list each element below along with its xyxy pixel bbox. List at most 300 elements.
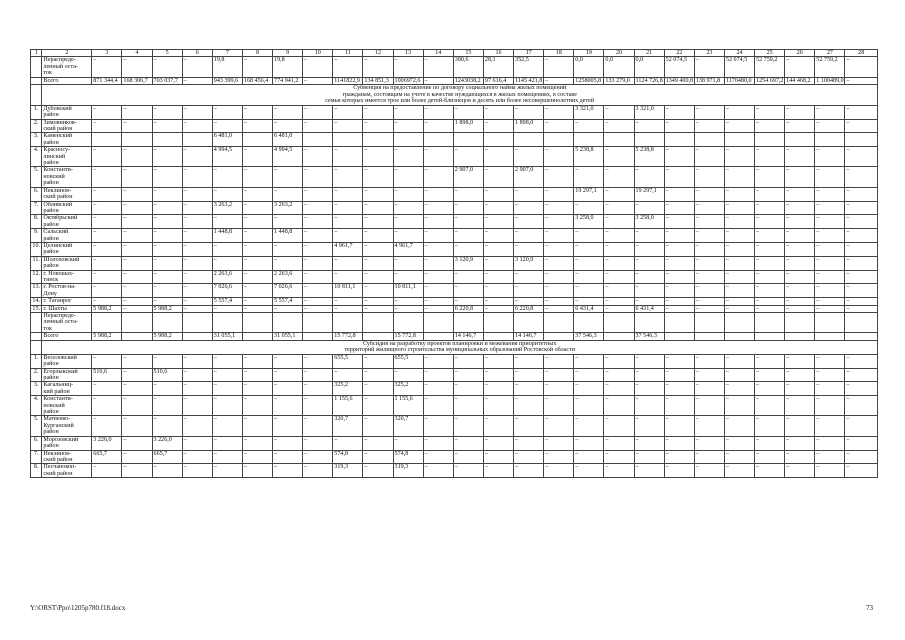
value-cell: –: [694, 215, 724, 229]
value-cell: 10 811,1: [333, 284, 363, 298]
value-cell: –: [363, 105, 393, 119]
value-cell: 14 146,7: [453, 333, 483, 340]
row-label: Веселовский район: [42, 354, 92, 368]
value-cell: [755, 313, 785, 333]
value-cell: –: [303, 119, 333, 133]
value-cell: 3 321,0: [574, 105, 604, 119]
value-cell: –: [815, 464, 845, 478]
value-cell: –: [182, 119, 212, 133]
value-cell: –: [212, 450, 242, 464]
value-cell: [242, 333, 272, 340]
value-cell: 871 344,4: [92, 77, 122, 84]
value-cell: –: [363, 215, 393, 229]
region-row: [31, 436, 878, 450]
value-cell: –: [303, 368, 333, 382]
value-cell: –: [333, 57, 363, 77]
value-cell: –: [574, 119, 604, 133]
value-cell: –: [273, 215, 303, 229]
value-cell: –: [483, 187, 513, 201]
row-index: 1.: [31, 354, 42, 368]
value-cell: –: [423, 256, 453, 270]
value-cell: –: [242, 201, 272, 215]
value-cell: –: [815, 298, 845, 305]
value-cell: –: [514, 436, 544, 450]
value-cell: 325,2: [333, 382, 363, 396]
blank-cell: [31, 85, 42, 106]
value-cell: 52 759,2: [815, 57, 845, 77]
value-cell: –: [604, 298, 634, 305]
value-cell: –: [393, 215, 423, 229]
value-cell: –: [574, 284, 604, 298]
row-label: г. Шахты: [42, 305, 92, 312]
row-label: Неклинов- ский район: [42, 450, 92, 464]
value-cell: –: [815, 396, 845, 416]
value-cell: –: [212, 105, 242, 119]
value-cell: –: [363, 464, 393, 478]
value-cell: [363, 133, 393, 147]
value-cell: –: [242, 416, 272, 436]
value-cell: –: [273, 187, 303, 201]
value-cell: –: [182, 284, 212, 298]
value-cell: –: [453, 201, 483, 215]
value-cell: –: [574, 229, 604, 243]
value-cell: –: [212, 436, 242, 450]
value-cell: –: [785, 450, 815, 464]
value-cell: –: [785, 298, 815, 305]
value-cell: [724, 333, 754, 340]
value-cell: –: [785, 119, 815, 133]
value-cell: –: [363, 119, 393, 133]
value-cell: –: [333, 436, 363, 450]
value-cell: –: [303, 382, 333, 396]
value-cell: –: [574, 256, 604, 270]
section-title-row: [31, 85, 878, 106]
value-cell: –: [604, 368, 634, 382]
value-cell: –: [483, 229, 513, 243]
value-cell: 319,3: [393, 464, 423, 478]
value-cell: –: [212, 167, 242, 187]
value-cell: –: [242, 396, 272, 416]
value-cell: –: [755, 436, 785, 450]
value-cell: –: [694, 354, 724, 368]
value-cell: –: [423, 147, 453, 167]
value-cell: –: [393, 368, 423, 382]
value-cell: [453, 133, 483, 147]
value-cell: 1141822,9: [333, 77, 363, 84]
row-index: 4.: [31, 147, 42, 167]
value-cell: –: [182, 57, 212, 77]
value-cell: –: [755, 229, 785, 243]
value-cell: –: [363, 229, 393, 243]
row-index: 12.: [31, 270, 42, 284]
value-cell: –: [453, 382, 483, 396]
row-index: 7.: [31, 450, 42, 464]
value-cell: –: [815, 187, 845, 201]
value-cell: [785, 313, 815, 333]
value-cell: 1124 726,8: [635, 77, 663, 84]
value-cell: [92, 133, 122, 147]
value-cell: [242, 313, 272, 333]
value-cell: [182, 333, 212, 340]
value-cell: –: [664, 284, 694, 298]
column-number: 10: [303, 50, 333, 57]
value-cell: [845, 133, 878, 147]
value-cell: –: [604, 119, 634, 133]
value-cell: –: [785, 229, 815, 243]
value-cell: –: [604, 256, 634, 270]
column-number: 20: [604, 50, 634, 57]
value-cell: –: [815, 416, 845, 436]
section-title: Субвенция на предоставление по договору социального найма жилых помещений гражданам, состоящим на учете в качестве нуждающихся в жилых помещениях, в составе семьи которых имеется трое или более детей-близнецов и десять или более несовершеннолетних детей: [42, 85, 878, 106]
value-cell: –: [122, 396, 152, 416]
value-cell: 3 263,2: [212, 201, 242, 215]
value-cell: 19 297,1: [574, 187, 604, 201]
value-cell: [333, 313, 363, 333]
row-index: [31, 313, 42, 333]
value-cell: –: [182, 147, 212, 167]
value-cell: –: [483, 416, 513, 436]
value-cell: –: [845, 298, 878, 305]
value-cell: –: [664, 147, 694, 167]
value-cell: –: [694, 284, 724, 298]
row-index: [31, 57, 42, 77]
value-cell: –: [785, 382, 815, 396]
value-cell: –: [152, 284, 182, 298]
value-cell: [483, 313, 513, 333]
value-cell: –: [393, 167, 423, 187]
value-cell: –: [694, 298, 724, 305]
value-cell: –: [453, 298, 483, 305]
value-cell: –: [845, 416, 878, 436]
value-cell: [393, 313, 423, 333]
value-cell: 133 279,0: [604, 77, 634, 84]
value-cell: –: [544, 450, 574, 464]
value-cell: –: [845, 256, 878, 270]
value-cell: –: [815, 201, 845, 215]
value-cell: –: [182, 242, 212, 256]
value-cell: –: [755, 187, 785, 201]
value-cell: –: [845, 436, 878, 450]
row-index: 15.: [32, 305, 41, 312]
value-cell: –: [303, 298, 333, 305]
value-cell: [303, 333, 333, 340]
value-cell: –: [242, 105, 272, 119]
value-cell: –: [303, 305, 333, 312]
value-cell: –: [423, 368, 453, 382]
value-cell: 168 456,4: [242, 77, 272, 84]
value-cell: –: [664, 215, 694, 229]
value-cell: –: [514, 201, 544, 215]
value-cell: –: [574, 368, 604, 382]
value-cell: –: [755, 201, 785, 215]
value-cell: –: [242, 256, 272, 270]
value-cell: 943 399,6: [212, 77, 242, 84]
value-cell: –: [453, 242, 483, 256]
value-cell: –: [724, 229, 754, 243]
value-cell: [755, 133, 785, 147]
column-number: 22: [664, 50, 694, 57]
value-cell: –: [152, 242, 182, 256]
value-cell: –: [604, 416, 634, 436]
value-cell: [544, 133, 574, 147]
value-cell: –: [785, 396, 815, 416]
value-cell: 1258005,8: [574, 77, 604, 84]
value-cell: –: [845, 305, 878, 312]
value-cell: [544, 333, 574, 340]
value-cell: –: [182, 77, 212, 84]
value-cell: –: [273, 305, 303, 312]
row-label: Кагальниц- кий район: [42, 382, 92, 396]
region-row: [31, 167, 878, 187]
row-index: 5.: [31, 167, 42, 187]
value-cell: –: [393, 229, 423, 243]
value-cell: 325,2: [393, 382, 423, 396]
region-row: [31, 270, 878, 284]
value-cell: –: [303, 105, 333, 119]
value-cell: 7 026,6: [273, 284, 303, 298]
value-cell: –: [634, 354, 664, 368]
value-cell: [574, 313, 604, 333]
value-cell: –: [92, 119, 122, 133]
column-number: 17: [514, 50, 544, 57]
value-cell: –: [724, 464, 754, 478]
value-cell: –: [664, 105, 694, 119]
row-label: Обливский район: [42, 201, 92, 215]
value-cell: –: [303, 215, 333, 229]
value-cell: –: [634, 416, 664, 436]
value-cell: –: [755, 450, 785, 464]
value-cell: –: [212, 464, 242, 478]
value-cell: [574, 133, 604, 147]
value-cell: –: [273, 256, 303, 270]
region-row: [31, 105, 878, 119]
value-cell: [815, 333, 845, 340]
value-cell: –: [333, 256, 363, 270]
value-cell: –: [393, 201, 423, 215]
value-cell: –: [755, 284, 785, 298]
value-cell: –: [122, 256, 152, 270]
column-number: 21: [634, 50, 664, 57]
value-cell: –: [694, 119, 724, 133]
value-cell: [815, 313, 845, 333]
value-cell: [273, 313, 303, 333]
value-cell: 5 238,8: [634, 147, 664, 167]
value-cell: –: [363, 284, 393, 298]
value-cell: 6 481,0: [273, 133, 303, 147]
value-cell: –: [483, 305, 513, 312]
value-cell: –: [333, 298, 363, 305]
value-cell: –: [664, 167, 694, 187]
value-cell: –: [815, 167, 845, 187]
value-cell: –: [724, 167, 754, 187]
value-cell: –: [423, 119, 453, 133]
value-cell: –: [363, 305, 393, 312]
value-cell: –: [845, 105, 878, 119]
value-cell: –: [273, 242, 303, 256]
value-cell: –: [242, 147, 272, 167]
value-cell: 7 026,6: [212, 284, 242, 298]
value-cell: –: [363, 57, 393, 77]
value-cell: –: [604, 105, 634, 119]
section-title-row: [31, 340, 878, 354]
value-cell: –: [152, 119, 182, 133]
value-cell: –: [303, 229, 333, 243]
row-index: 3.: [31, 382, 42, 396]
column-number: 27: [815, 50, 845, 57]
value-cell: –: [845, 167, 878, 187]
value-cell: –: [724, 368, 754, 382]
value-cell: 352,5: [514, 57, 544, 77]
value-cell: –: [574, 270, 604, 284]
value-cell: –: [152, 229, 182, 243]
value-cell: 5 557,4: [212, 298, 242, 305]
value-cell: 574,8: [393, 450, 423, 464]
value-cell: [634, 133, 664, 147]
value-cell: –: [604, 215, 634, 229]
value-cell: –: [514, 270, 544, 284]
value-cell: –: [152, 382, 182, 396]
value-cell: [724, 133, 754, 147]
value-cell: 1 898,0: [453, 119, 483, 133]
value-cell: –: [212, 396, 242, 416]
value-cell: 1243038,2: [453, 77, 483, 84]
value-cell: –: [755, 305, 785, 312]
value-cell: –: [694, 242, 724, 256]
blank-cell: [31, 340, 42, 354]
value-cell: –: [92, 298, 122, 305]
value-cell: –: [483, 270, 513, 284]
value-cell: –: [483, 298, 513, 305]
value-cell: [122, 133, 152, 147]
value-cell: –: [393, 256, 423, 270]
value-cell: –: [242, 270, 272, 284]
row-label: Егорлыкский район: [42, 368, 92, 382]
value-cell: [845, 313, 878, 333]
value-cell: –: [664, 305, 694, 312]
region-row: [31, 256, 878, 270]
value-cell: –: [694, 167, 724, 187]
value-cell: –: [303, 167, 333, 187]
value-cell: 3 321,0: [634, 105, 664, 119]
region-row: [31, 396, 878, 416]
value-cell: –: [604, 167, 634, 187]
value-cell: 2 907,0: [514, 167, 544, 187]
value-cell: –: [363, 167, 393, 187]
value-cell: –: [333, 215, 363, 229]
value-cell: –: [122, 57, 152, 77]
value-cell: –: [453, 229, 483, 243]
value-cell: –: [363, 368, 393, 382]
value-cell: –: [634, 464, 664, 478]
value-cell: –: [664, 382, 694, 396]
value-cell: –: [483, 368, 513, 382]
row-label: Морозовский район: [42, 436, 92, 450]
value-cell: –: [785, 167, 815, 187]
value-cell: [785, 333, 815, 340]
value-cell: –: [544, 284, 574, 298]
value-cell: –: [182, 270, 212, 284]
value-cell: –: [845, 368, 878, 382]
budget-table: [30, 49, 878, 478]
value-cell: –: [845, 382, 878, 396]
value-cell: –: [152, 57, 182, 77]
value-cell: –: [92, 57, 122, 77]
value-cell: –: [634, 119, 664, 133]
value-cell: 6 481,0: [212, 133, 242, 147]
value-cell: –: [182, 464, 212, 478]
value-cell: –: [453, 215, 483, 229]
value-cell: –: [544, 119, 574, 133]
value-cell: 2 263,6: [273, 270, 303, 284]
value-cell: –: [212, 382, 242, 396]
value-cell: –: [845, 284, 878, 298]
value-cell: –: [303, 436, 333, 450]
value-cell: –: [724, 298, 754, 305]
value-cell: –: [242, 368, 272, 382]
row-label: Песчанокоп- ский район: [42, 464, 92, 478]
value-cell: 774 941,2: [273, 77, 303, 84]
row-label: Неклинов- ский район: [42, 187, 92, 201]
value-cell: –: [604, 450, 634, 464]
column-number: 13: [393, 50, 423, 57]
value-cell: –: [604, 270, 634, 284]
value-cell: –: [363, 187, 393, 201]
value-cell: 3 226,0: [152, 436, 182, 450]
row-label: Красносу- линский район: [42, 147, 92, 167]
value-cell: –: [363, 382, 393, 396]
value-cell: –: [544, 256, 574, 270]
value-cell: –: [634, 396, 664, 416]
value-cell: –: [815, 147, 845, 167]
value-cell: [453, 313, 483, 333]
value-cell: –: [273, 105, 303, 119]
value-cell: –: [694, 105, 724, 119]
value-cell: –: [845, 201, 878, 215]
column-number: 4: [122, 50, 152, 57]
value-cell: 1349 400,8: [665, 77, 694, 84]
value-cell: 5 557,4: [273, 298, 303, 305]
value-cell: –: [755, 256, 785, 270]
value-cell: –: [604, 396, 634, 416]
value-cell: 4 994,5: [273, 147, 303, 167]
value-cell: [845, 333, 878, 340]
value-cell: –: [514, 464, 544, 478]
column-number: 5: [152, 50, 182, 57]
value-cell: –: [212, 119, 242, 133]
value-cell: [483, 333, 513, 340]
value-cell: –: [634, 368, 664, 382]
value-cell: 14 146,7: [514, 333, 544, 340]
value-cell: –: [664, 298, 694, 305]
value-cell: –: [634, 284, 664, 298]
value-cell: –: [423, 382, 453, 396]
value-cell: –: [423, 396, 453, 416]
value-cell: –: [303, 57, 333, 77]
value-cell: –: [845, 396, 878, 416]
value-cell: –: [845, 354, 878, 368]
value-cell: –: [815, 368, 845, 382]
value-cell: –: [393, 105, 423, 119]
value-cell: –: [363, 242, 393, 256]
value-cell: –: [604, 284, 634, 298]
value-cell: –: [604, 464, 634, 478]
value-cell: 10 811,1: [393, 284, 423, 298]
value-cell: –: [92, 416, 122, 436]
value-cell: –: [273, 119, 303, 133]
value-cell: –: [845, 147, 878, 167]
value-cell: –: [483, 215, 513, 229]
value-cell: 19,8: [273, 57, 303, 77]
